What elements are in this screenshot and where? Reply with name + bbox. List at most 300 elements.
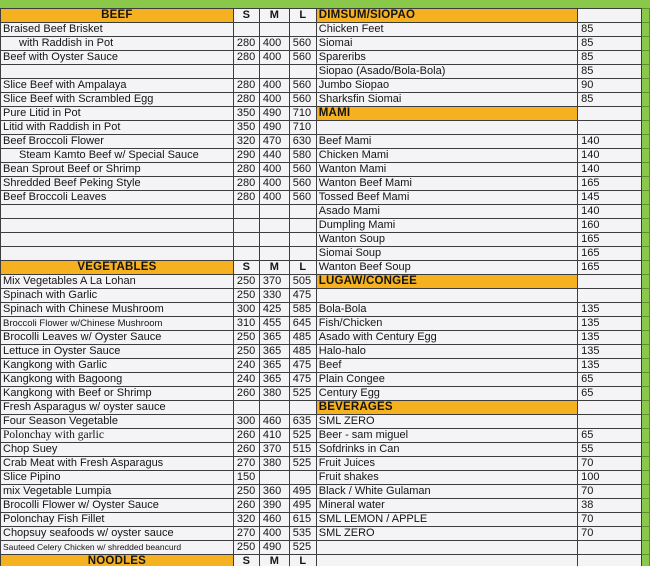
- green-edge: [641, 23, 649, 37]
- dish-name: Fresh Asparagus w/ oyster sauce: [1, 401, 234, 415]
- price-m: [259, 233, 289, 247]
- green-edge: [641, 247, 649, 261]
- menu-row: [1, 289, 650, 303]
- price-s: [233, 233, 259, 247]
- price-header-empty: [578, 107, 642, 121]
- price-s: [233, 65, 259, 79]
- price-l: 485: [289, 331, 316, 345]
- dish-name: Spareribs: [316, 51, 577, 65]
- green-edge: [641, 93, 649, 107]
- dish-name: Wanton Beef Mami: [316, 177, 577, 191]
- price-s: 250: [233, 485, 259, 499]
- price-m: [259, 471, 289, 485]
- dish-name: Bola-Bola: [316, 303, 577, 317]
- price-s: 270: [233, 527, 259, 541]
- price-s: 350: [233, 107, 259, 121]
- dish-name: Polonchay Fish Fillet: [1, 513, 234, 527]
- price: 140: [578, 135, 642, 149]
- price-l: 560: [289, 37, 316, 51]
- price-l: 560: [289, 177, 316, 191]
- menu-row: [1, 163, 650, 177]
- dish-name: Slice Beef with Ampalaya: [1, 79, 234, 93]
- menu-row: [1, 303, 650, 317]
- green-edge: [641, 387, 649, 401]
- price-l: [289, 219, 316, 233]
- menu-row: [1, 317, 650, 331]
- menu-row: [1, 331, 650, 345]
- price: 70: [578, 527, 642, 541]
- dish-name: Jumbo Siopao: [316, 79, 577, 93]
- price-m: 400: [259, 163, 289, 177]
- menu-row: [1, 485, 650, 499]
- dish-name: Brocolli Flower w/ Oyster Sauce: [1, 499, 234, 513]
- price: 160: [578, 219, 642, 233]
- price-l: 585: [289, 303, 316, 317]
- dish-name: Kangkong with Beef or Shrimp: [1, 387, 234, 401]
- price-m: 400: [259, 93, 289, 107]
- price-header-empty: [578, 9, 642, 23]
- price-l: 560: [289, 191, 316, 205]
- green-edge: [641, 205, 649, 219]
- dish-name: Fish/Chicken: [316, 317, 577, 331]
- green-edge: [641, 359, 649, 373]
- price-m: 425: [259, 303, 289, 317]
- menu-table: [0, 8, 650, 566]
- dish-name: Fruit Juices: [316, 457, 577, 471]
- dish-name: [1, 247, 234, 261]
- price: 165: [578, 261, 642, 275]
- price: 135: [578, 317, 642, 331]
- price-s: 350: [233, 121, 259, 135]
- price-s: 300: [233, 415, 259, 429]
- size-header: M: [259, 261, 289, 275]
- green-edge: [641, 485, 649, 499]
- price-m: 380: [259, 457, 289, 471]
- price-m: 370: [259, 275, 289, 289]
- menu-row: [1, 121, 650, 135]
- price-s: 250: [233, 331, 259, 345]
- menu-row: [1, 359, 650, 373]
- menu-row: [1, 457, 650, 471]
- dish-name: Halo-halo: [316, 345, 577, 359]
- price: 135: [578, 359, 642, 373]
- menu-row: [1, 9, 650, 23]
- price-l: 505: [289, 275, 316, 289]
- price-l: 475: [289, 373, 316, 387]
- dish-name: Siomai: [316, 37, 577, 51]
- price-s: 250: [233, 541, 259, 555]
- green-edge: [641, 79, 649, 93]
- price-s: 280: [233, 177, 259, 191]
- price-s: 250: [233, 275, 259, 289]
- dish-name: Slice Beef with Scrambled Egg: [1, 93, 234, 107]
- dish-name: [1, 65, 234, 79]
- price-l: 495: [289, 485, 316, 499]
- dish-name: Four Season Vegetable: [1, 415, 234, 429]
- price-m: 410: [259, 429, 289, 443]
- price-l: 710: [289, 121, 316, 135]
- price-m: [259, 401, 289, 415]
- price-m: 365: [259, 373, 289, 387]
- dish-name: [1, 233, 234, 247]
- price-m: 460: [259, 415, 289, 429]
- menu-row: [1, 149, 650, 163]
- dish-name: Sauteed Celery Chicken w/ shredded beancurd: [1, 541, 234, 555]
- price-l: [289, 65, 316, 79]
- price-l: 525: [289, 457, 316, 471]
- section-header: DIMSUM/SIOPAO: [316, 9, 577, 23]
- menu-row: [1, 65, 650, 79]
- dish-name: mix Vegetable Lumpia: [1, 485, 234, 499]
- price: [578, 415, 642, 429]
- price: 145: [578, 191, 642, 205]
- price-m: [259, 219, 289, 233]
- price-m: 365: [259, 331, 289, 345]
- dish-name: Chopsuy seafoods w/ oyster sauce: [1, 527, 234, 541]
- price-l: 495: [289, 499, 316, 513]
- price-s: [233, 205, 259, 219]
- menu-row: [1, 205, 650, 219]
- menu-row: [1, 401, 650, 415]
- price: 140: [578, 149, 642, 163]
- price: 140: [578, 163, 642, 177]
- price-l: [289, 247, 316, 261]
- menu-row: [1, 387, 650, 401]
- green-edge: [641, 121, 649, 135]
- dish-name: Sofdrinks in Can: [316, 443, 577, 457]
- top-green-band: [0, 0, 650, 8]
- menu-row: [1, 177, 650, 191]
- price-m: 400: [259, 527, 289, 541]
- price-s: 260: [233, 387, 259, 401]
- green-edge: [641, 471, 649, 485]
- section-header: MAMI: [316, 107, 577, 121]
- price-m: 370: [259, 443, 289, 457]
- dish-name: Fruit shakes: [316, 471, 577, 485]
- price-l: [289, 205, 316, 219]
- dish-name: Wanton Soup: [316, 233, 577, 247]
- price-l: [289, 233, 316, 247]
- price: 165: [578, 247, 642, 261]
- menu-row: [1, 233, 650, 247]
- price-m: 400: [259, 177, 289, 191]
- price-s: 270: [233, 457, 259, 471]
- green-edge: [641, 37, 649, 51]
- dish-name: Asado with Century Egg: [316, 331, 577, 345]
- green-edge: [641, 415, 649, 429]
- dish-name: Sharksfin Siomai: [316, 93, 577, 107]
- green-edge: [641, 429, 649, 443]
- menu-row: [1, 471, 650, 485]
- dish-name: Crab Meat with Fresh Asparagus: [1, 457, 234, 471]
- size-header: S: [233, 555, 259, 566]
- price: 85: [578, 37, 642, 51]
- green-edge: [641, 373, 649, 387]
- price-s: 280: [233, 163, 259, 177]
- dish-name: Litid with Raddish in Pot: [1, 121, 234, 135]
- price-m: 360: [259, 485, 289, 499]
- menu-row: [1, 135, 650, 149]
- green-edge: [641, 541, 649, 555]
- menu-row: [1, 261, 650, 275]
- price: 85: [578, 93, 642, 107]
- dish-name: [316, 289, 577, 303]
- dish-name: Beef Broccoli Flower: [1, 135, 234, 149]
- menu-row: [1, 23, 650, 37]
- menu-row: [1, 275, 650, 289]
- price-s: 280: [233, 37, 259, 51]
- price-l: 525: [289, 541, 316, 555]
- price-m: 390: [259, 499, 289, 513]
- green-edge: [641, 233, 649, 247]
- menu-row: [1, 107, 650, 121]
- menu-row: [1, 499, 650, 513]
- price-m: [259, 23, 289, 37]
- dish-name: Kangkong with Garlic: [1, 359, 234, 373]
- price-l: 525: [289, 429, 316, 443]
- price-s: 280: [233, 93, 259, 107]
- price: 85: [578, 51, 642, 65]
- price-l: 645: [289, 317, 316, 331]
- dish-name: Chicken Feet: [316, 23, 577, 37]
- menu-row: [1, 191, 650, 205]
- green-edge: [641, 163, 649, 177]
- price-l: 525: [289, 387, 316, 401]
- section-header: VEGETABLES: [1, 261, 234, 275]
- price-l: 475: [289, 289, 316, 303]
- price-s: 240: [233, 359, 259, 373]
- dish-name: Steam Kamto Beef w/ Special Sauce: [1, 149, 234, 163]
- price-s: 260: [233, 429, 259, 443]
- price: 140: [578, 205, 642, 219]
- green-edge: [641, 555, 649, 566]
- price-l: 485: [289, 345, 316, 359]
- dish-name: Mix Vegetables A La Lohan: [1, 275, 234, 289]
- price-m: 380: [259, 387, 289, 401]
- size-header: S: [233, 9, 259, 23]
- price-l: 630: [289, 135, 316, 149]
- price-m: [259, 205, 289, 219]
- dish-name: Kangkong with Bagoong: [1, 373, 234, 387]
- dish-name: Broccoli Flower w/Chinese Mushroom: [1, 317, 234, 331]
- price-m: 365: [259, 359, 289, 373]
- dish-name: Slice Pipino: [1, 471, 234, 485]
- price-header-empty: [578, 275, 642, 289]
- menu-row: [1, 527, 650, 541]
- dish-name: SML ZERO: [316, 415, 577, 429]
- price-l: 560: [289, 163, 316, 177]
- size-header: L: [289, 555, 316, 566]
- dish-name: Beef Mami: [316, 135, 577, 149]
- menu-row: [1, 79, 650, 93]
- menu-row: [1, 373, 650, 387]
- price-s: 260: [233, 443, 259, 457]
- green-edge: [641, 303, 649, 317]
- price-s: 320: [233, 135, 259, 149]
- price: 100: [578, 471, 642, 485]
- price-l: 560: [289, 79, 316, 93]
- price-s: 320: [233, 513, 259, 527]
- green-edge: [641, 331, 649, 345]
- price-l: 635: [289, 415, 316, 429]
- dish-name: [1, 219, 234, 233]
- dish-name: Chicken Mami: [316, 149, 577, 163]
- price-s: 260: [233, 499, 259, 513]
- price-m: 400: [259, 79, 289, 93]
- green-edge: [641, 149, 649, 163]
- menu-row: [1, 555, 650, 566]
- green-edge: [641, 135, 649, 149]
- price: 135: [578, 345, 642, 359]
- section-header: BEVERAGES: [316, 401, 577, 415]
- menu-row: [1, 219, 650, 233]
- price: 55: [578, 443, 642, 457]
- price-header-empty: [578, 401, 642, 415]
- price-m: [259, 65, 289, 79]
- size-header: M: [259, 555, 289, 566]
- price-m: 400: [259, 51, 289, 65]
- green-edge: [641, 345, 649, 359]
- dish-name: Beef: [316, 359, 577, 373]
- price-m: 400: [259, 191, 289, 205]
- size-header: S: [233, 261, 259, 275]
- dish-name: Tossed Beef Mami: [316, 191, 577, 205]
- green-edge: [641, 177, 649, 191]
- menu-row: [1, 247, 650, 261]
- price-l: [289, 23, 316, 37]
- green-edge: [641, 275, 649, 289]
- section-header: LUGAW/CONGEE: [316, 275, 577, 289]
- menu-row: [1, 345, 650, 359]
- dish-name: Black / White Gulaman: [316, 485, 577, 499]
- dish-name: Polonchay with garlic: [1, 429, 234, 443]
- price-s: 280: [233, 79, 259, 93]
- price: 65: [578, 429, 642, 443]
- dish-name: Pure Litid in Pot: [1, 107, 234, 121]
- price-m: 460: [259, 513, 289, 527]
- dish-name: Beef Broccoli Leaves: [1, 191, 234, 205]
- green-edge: [641, 65, 649, 79]
- price-m: 400: [259, 37, 289, 51]
- price-m: 365: [259, 345, 289, 359]
- menu-row: [1, 513, 650, 527]
- price-m: 440: [259, 149, 289, 163]
- price-m: 490: [259, 541, 289, 555]
- dish-name: [1, 205, 234, 219]
- green-edge: [641, 191, 649, 205]
- dish-name: Siomai Soup: [316, 247, 577, 261]
- green-edge: [641, 443, 649, 457]
- price-s: 280: [233, 51, 259, 65]
- price-s: 300: [233, 303, 259, 317]
- empty-cell: [578, 555, 642, 566]
- price-l: 475: [289, 359, 316, 373]
- dish-name: Chop Suey: [1, 443, 234, 457]
- dish-name: Plain Congee: [316, 373, 577, 387]
- dish-name: [316, 121, 577, 135]
- dish-name: Beer - sam miguel: [316, 429, 577, 443]
- menu-row: [1, 415, 650, 429]
- dish-name: Beef with Oyster Sauce: [1, 51, 234, 65]
- green-edge: [641, 219, 649, 233]
- price-s: 250: [233, 345, 259, 359]
- price-m: 470: [259, 135, 289, 149]
- dish-name: Spinach with Chinese Mushroom: [1, 303, 234, 317]
- menu-row: [1, 429, 650, 443]
- dish-name: Century Egg: [316, 387, 577, 401]
- section-header: BEEF: [1, 9, 234, 23]
- menu-row: [1, 37, 650, 51]
- price: 165: [578, 177, 642, 191]
- price: 70: [578, 457, 642, 471]
- price-l: 710: [289, 107, 316, 121]
- green-edge: [641, 261, 649, 275]
- price-s: [233, 401, 259, 415]
- green-edge: [641, 401, 649, 415]
- price-s: [233, 23, 259, 37]
- price: 85: [578, 65, 642, 79]
- dish-name: Siopao (Asado/Bola-Bola): [316, 65, 577, 79]
- dish-name: SML LEMON / APPLE: [316, 513, 577, 527]
- price-l: [289, 471, 316, 485]
- price: 90: [578, 79, 642, 93]
- green-edge: [641, 289, 649, 303]
- price-l: 535: [289, 527, 316, 541]
- price-s: [233, 247, 259, 261]
- price: 85: [578, 23, 642, 37]
- price-l: 580: [289, 149, 316, 163]
- dish-name: Braised Beef Brisket: [1, 23, 234, 37]
- empty-cell: [316, 555, 577, 566]
- green-edge: [641, 527, 649, 541]
- green-edge: [641, 457, 649, 471]
- green-edge: [641, 51, 649, 65]
- size-header: L: [289, 9, 316, 23]
- price-s: [233, 219, 259, 233]
- price-s: 250: [233, 289, 259, 303]
- dish-name: Bean Sprout Beef or Shrimp: [1, 163, 234, 177]
- price-s: 280: [233, 191, 259, 205]
- price-m: [259, 247, 289, 261]
- price: 70: [578, 513, 642, 527]
- empty-cell: [316, 541, 577, 555]
- dish-name: Spinach with Garlic: [1, 289, 234, 303]
- price: 70: [578, 485, 642, 499]
- price-l: 560: [289, 51, 316, 65]
- price-s: 310: [233, 317, 259, 331]
- price: [578, 121, 642, 135]
- dish-name: Lettuce in Oyster Sauce: [1, 345, 234, 359]
- green-edge: [641, 513, 649, 527]
- price: 135: [578, 303, 642, 317]
- size-header: M: [259, 9, 289, 23]
- price: [578, 289, 642, 303]
- dish-name: Dumpling Mami: [316, 219, 577, 233]
- price: 38: [578, 499, 642, 513]
- menu-row: [1, 51, 650, 65]
- menu-row: [1, 443, 650, 457]
- size-header: L: [289, 261, 316, 275]
- green-edge: [641, 9, 649, 23]
- price: 165: [578, 233, 642, 247]
- empty-cell: [578, 541, 642, 555]
- dish-name: SML ZERO: [316, 527, 577, 541]
- price-m: 330: [259, 289, 289, 303]
- dish-name: Mineral water: [316, 499, 577, 513]
- green-edge: [641, 107, 649, 121]
- green-edge: [641, 317, 649, 331]
- dish-name: Shredded Beef Peking Style: [1, 177, 234, 191]
